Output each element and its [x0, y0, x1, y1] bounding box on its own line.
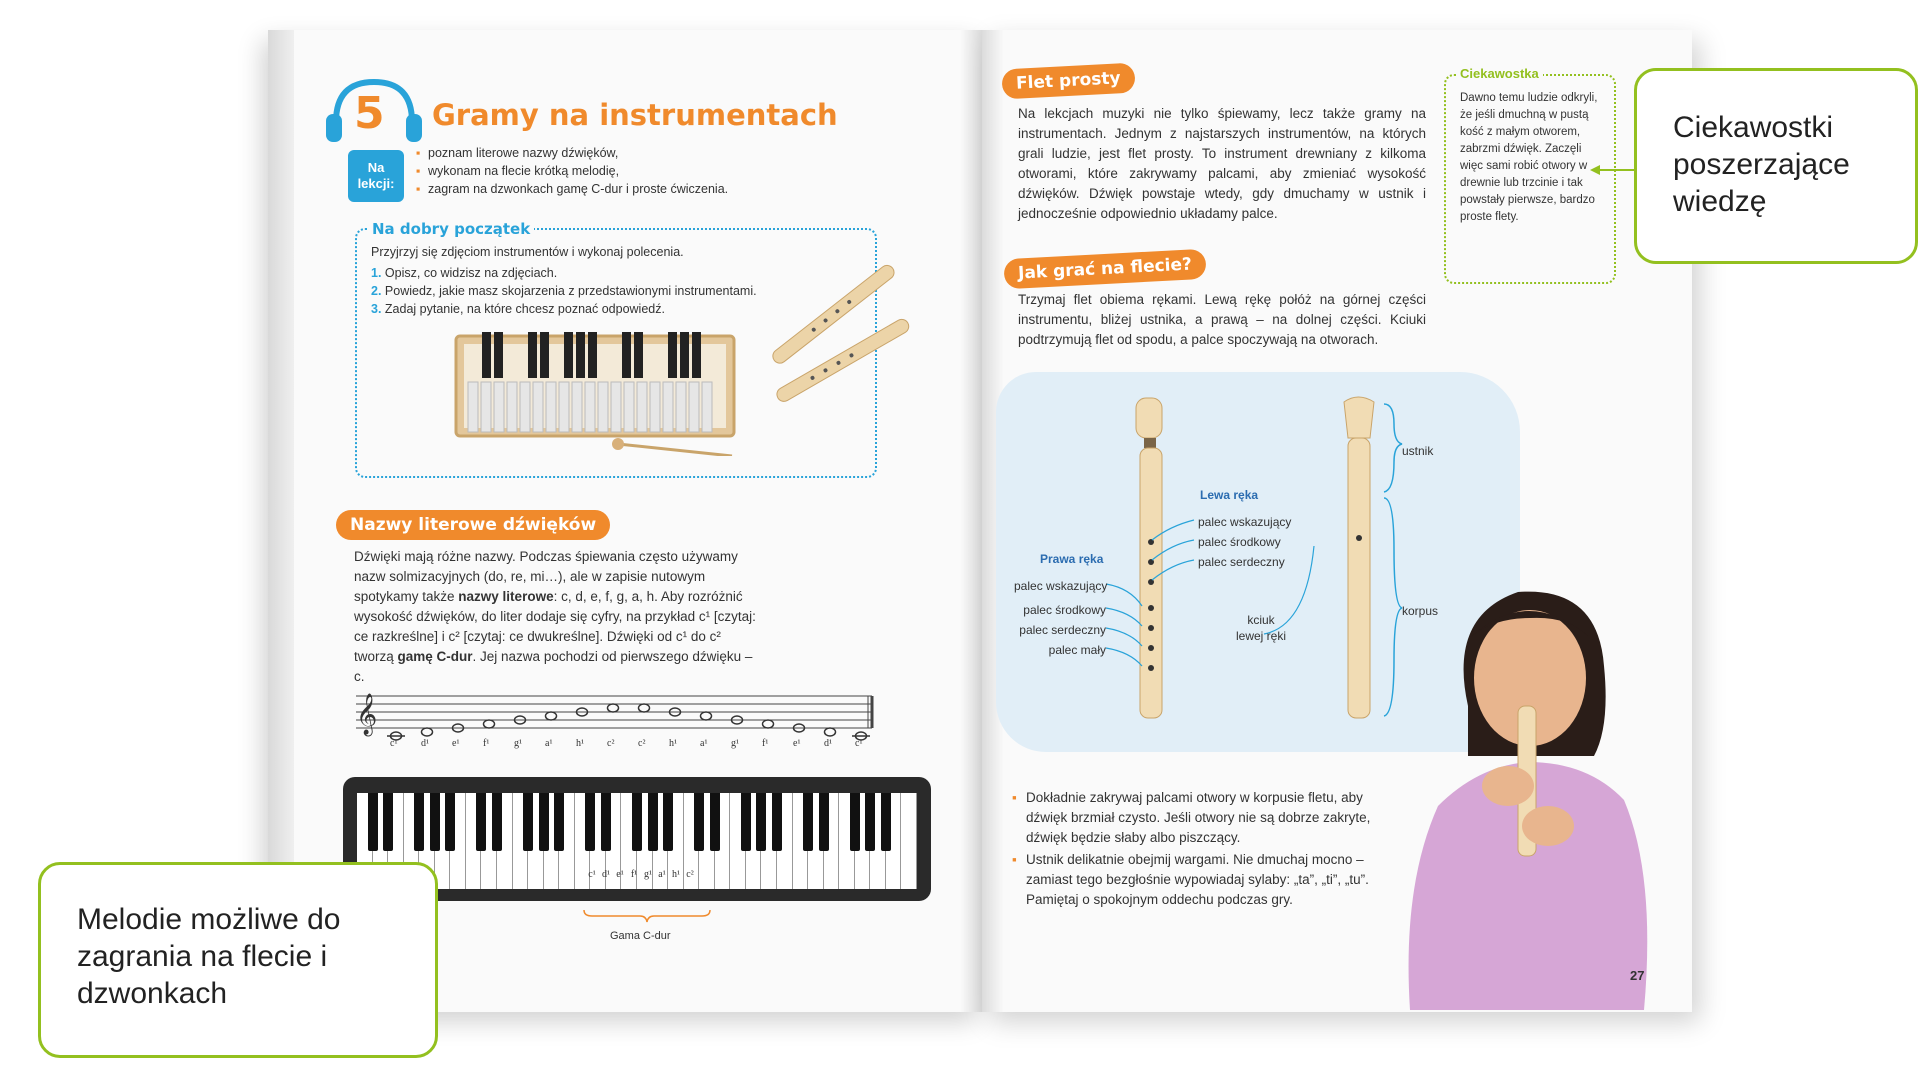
note-head: [701, 712, 712, 720]
nazwy-section-title: Nazwy literowe dźwięków: [336, 510, 610, 540]
task-item: 2. Powiedz, jakie masz skojarzenia z przedstawionymi instrumentami.: [371, 284, 757, 298]
black-key: [368, 793, 378, 851]
black-key: [819, 793, 829, 851]
ciekawostka-title: Ciekawostka: [1456, 66, 1543, 81]
black-key: [694, 793, 704, 851]
korpus-label: korpus: [1402, 604, 1439, 618]
black-key: [756, 793, 766, 851]
objectives-list: [414, 144, 788, 198]
note-label: a¹: [545, 738, 553, 749]
na-lekcji-badge: Na lekcji:: [348, 150, 404, 202]
black-key: [881, 793, 891, 851]
black-key: [554, 793, 564, 851]
black-key: [492, 793, 502, 851]
glockenspiel-image: [452, 326, 738, 456]
prawa-reka-list: palec wskazujący palec środkowy palec serdeczny palec mały: [1014, 579, 1108, 657]
black-key: [476, 793, 486, 851]
note-label: c²: [638, 738, 646, 749]
note-label: f¹: [762, 738, 769, 749]
note-head: [484, 720, 495, 728]
prawa-reka-label: Prawa ręka: [1040, 552, 1104, 566]
key-label: c²: [686, 869, 694, 880]
objective-item: ▪ poznam literowe nazwy dźwięków,: [416, 146, 619, 160]
task-item: 3. Zadaj pytanie, na które chcesz poznać odpowiedź.: [371, 302, 665, 316]
tip-extra: Pamiętaj o spokojnym oddechu podczas gry.: [1026, 892, 1293, 907]
black-key: [741, 793, 751, 851]
note-label: c²: [607, 738, 615, 749]
key-label: d¹: [602, 869, 610, 880]
gama-label: Gama C-dur: [610, 930, 671, 942]
page-number: 27: [1630, 968, 1645, 983]
kciuk-label: kciuk lewej ręki: [1236, 613, 1287, 643]
nazwy-section-text: Dźwięki mają różne nazwy. Podczas śpiewania często używamy nazw solmizacyjnych (do, re, mi…), ale w zapisie nutowym spotykamy także nazwy literowe: c, d, e, f, g, a, h. Aby rozróżnić wysokość dźwięków, do liter dodaje się cyfry, na przykład c¹ [czytaj: ce razkreślne] i c² [czytaj: ce dwukreślne]. Dźwięki od c¹ do c² tworzą gamę C-dur. Jej nazwa pochodzi od pierwszego dźwięku – c.: [354, 549, 756, 684]
task-list: [371, 264, 757, 318]
note-label: f¹: [483, 738, 490, 749]
intro-text: Przyjrzyj się zdjęciom instrumentów i wykonaj polecenia.: [371, 245, 684, 259]
callout-ciekawostki: [1634, 68, 1918, 264]
task-item: 1. Opisz, co widzisz na zdjęciach.: [371, 266, 558, 280]
note-label: h¹: [669, 738, 677, 749]
lesson-number: 5: [354, 88, 385, 139]
black-key: [430, 793, 440, 851]
black-key: [445, 793, 455, 851]
note-label: c¹: [855, 738, 863, 749]
lesson-title: Gramy na instrumentach: [432, 98, 838, 132]
black-key: [648, 793, 658, 851]
note-label: h¹: [576, 738, 584, 749]
callout-arrow: [1588, 160, 1638, 180]
black-key: [850, 793, 860, 851]
tip-item: ▪ Dokładnie zakrywaj palcami otwory w korpusie fletu, aby dźwięk brzmiał czysto. Jeśli otwory nie są dobrze zakryte, dźwięk będzie słaby albo piszczący.: [1012, 790, 1371, 845]
black-key: [539, 793, 549, 851]
flet-text: Na lekcjach muzyki nie tylko śpiewamy, lecz także gramy na instrumentach. Jednym z najstarszych instrumentów, na których grali ludzie, jest flet prosty. To instrument drewniany z kilkoma otworami, które zakrywamy palcami, aby zmieniać wysokość dźwięków. Dźwięk powstaje wtedy, gdy dmuchamy w ustnik i jednocześnie odpowiednio układamy palce.: [1018, 106, 1426, 221]
tips-list: [1012, 788, 1372, 910]
jak-grac-title: Jak grać na flecie?: [1003, 249, 1206, 290]
ciekawostka-text: Dawno temu ludzie odkryli, że jeśli dmuchną w pustą kość z małym otworem, zabrzmi dźwięk. Zaczęli więc sami robić otwory w drewnie lub trzcinie i tak powstały pierwsze, bardzo proste flety.: [1460, 92, 1598, 223]
recorders-image: [748, 252, 928, 420]
lewa-reka-list: palec wskazujący palec środkowy palec serdeczny: [1198, 515, 1292, 569]
note-head: [639, 704, 650, 712]
note-head: [422, 728, 433, 736]
black-key: [663, 793, 673, 851]
key-label: c¹: [588, 869, 596, 880]
keyboard-labels: [585, 869, 697, 880]
key-label: e¹: [616, 869, 624, 880]
note-label: d¹: [421, 738, 429, 749]
ustnik-label: ustnik: [1402, 444, 1434, 458]
note-label: c¹: [390, 738, 398, 749]
callout-melodie: [38, 862, 438, 1058]
note-head: [763, 720, 774, 728]
callout-ciekawostki-text: Ciekawostki poszerzające wiedzę: [1673, 111, 1850, 218]
key-label: g¹: [644, 869, 652, 880]
note-label: e¹: [452, 738, 460, 749]
gama-bracket: [582, 908, 712, 924]
objective-item: ▪ zagram na dzwonkach gamę C-dur i proste ćwiczenia.: [416, 182, 729, 196]
note-label: d¹: [824, 738, 832, 749]
note-label: g¹: [731, 738, 739, 749]
black-key: [865, 793, 875, 851]
lewa-reka-label: Lewa ręka: [1200, 488, 1259, 502]
jak-grac-text: Trzymaj flet obiema rękami. Lewą rękę połóż na górnej części instrumentu, bliżej ustnika, a prawą – na dolnej części. Kciuki podtrzymują flet od spodu, a palce spoczywają na otworach.: [1018, 292, 1426, 347]
note-head: [608, 704, 619, 712]
black-key: [710, 793, 720, 851]
key-label: h¹: [672, 869, 680, 880]
black-key: [414, 793, 424, 851]
black-key: [383, 793, 393, 851]
svg-text:𝄞: 𝄞: [356, 694, 378, 735]
black-key: [803, 793, 813, 851]
flet-title: Flet prosty: [1001, 63, 1135, 100]
intro-box-title: Na dobry początek: [368, 220, 534, 238]
black-key: [601, 793, 611, 851]
objective-item: ▪ wykonam na flecie krótką melodię,: [416, 164, 620, 178]
callout-melodie-text: Melodie możliwe do zagrania na flecie i dzwonkach: [77, 903, 341, 1010]
black-key: [772, 793, 782, 851]
note-label: a¹: [700, 738, 708, 749]
note-label: g¹: [514, 738, 522, 749]
black-key: [585, 793, 595, 851]
black-key: [632, 793, 642, 851]
key-label: f¹: [630, 869, 638, 880]
girl-playing-recorder-image: [1398, 556, 1656, 1010]
note-label: e¹: [793, 738, 801, 749]
note-head: [825, 728, 836, 736]
black-key: [523, 793, 533, 851]
key-label: a¹: [658, 869, 666, 880]
tip-item: ▪ Ustnik delikatnie obejmij wargami. Nie dmuchaj mocno – zamiast tego bezgłośnie wypowiadaj sylaby: „ta”, „ti”, „tu”.: [1012, 852, 1369, 887]
note-head: [546, 712, 557, 720]
staff-labels: [352, 738, 876, 754]
